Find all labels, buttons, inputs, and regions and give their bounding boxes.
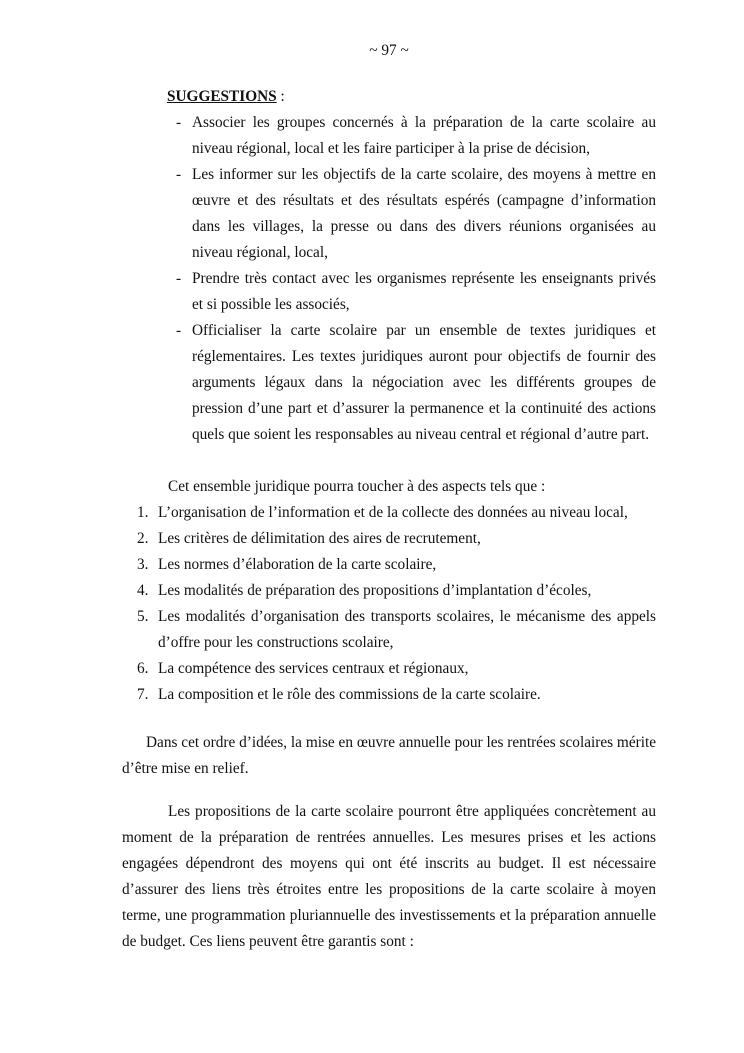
section-heading [167, 84, 656, 110]
list-item [176, 266, 656, 318]
list-number: 6. [137, 660, 149, 677]
page-number: ~ 97 ~ [369, 42, 409, 59]
list-item-text: Associer les groupes concernés à la préparation de la carte scolaire au niveau régional, local et les faire participer à la prise de décision, [192, 114, 656, 157]
list-item-text: Les informer sur les objectifs de la carte scolaire, des moyens à mettre en œuvre et des résultats et des résultats espérés (campagne d’information dans les villages, la presse ou dans des divers réunions organisées au niveau régional, local, [192, 166, 656, 261]
list-item-text: Les normes d’élaboration de la carte scolaire, [158, 556, 437, 573]
dash-marker: - [176, 270, 182, 287]
list-item-text: L’organisation de l’information et de la collecte des données au niveau local, [158, 504, 628, 521]
list-number: 7. [137, 686, 149, 703]
list-number: 4. [137, 582, 149, 599]
numbered-list-item [137, 578, 656, 604]
dash-marker: - [176, 166, 182, 183]
paragraph-propositions: Les propositions de la carte scolaire pourront être appliquées concrètement au moment de la préparation de rentrées annuelles. Les mesures prises et les actions engagées dépendront des moyens qui ont été inscrits au budget. Il est nécessaire d’assurer des liens très étroites entre les propositions de la carte scolaire à moyen terme, une programmation pluriannuelle des investissements et la préparation annuelle de budget. Ces liens peuvent être garantis sont : [122, 803, 656, 950]
dash-marker: - [176, 114, 182, 131]
dash-marker: - [176, 322, 182, 339]
list-item-text: Prendre très contact avec les organismes représente les enseignants privés et si possible les associés, [192, 270, 656, 313]
list-item [176, 110, 656, 162]
section-heading-colon: : [276, 88, 285, 105]
suggestions-list [122, 110, 656, 448]
list-item-text: La composition et le rôle des commissions de la carte scolaire. [158, 686, 541, 703]
paragraph-intro: Cet ensemble juridique pourra toucher à des aspects tels que : [168, 478, 546, 495]
paragraph-mise-en-relief: Dans cet ordre d’idées, la mise en œuvre annuelle pour les rentrées scolaires mérite d’être mise en relief. [122, 734, 656, 777]
list-number: 1. [137, 504, 149, 521]
numbered-list-item [137, 656, 656, 682]
list-item-text: Les critères de délimitation des aires de recrutement, [158, 530, 481, 547]
list-number: 5. [137, 608, 149, 625]
list-item-text: La compétence des services centraux et régionaux, [158, 660, 469, 677]
aspects-list [122, 500, 656, 708]
numbered-list-item [137, 526, 656, 552]
list-item [176, 318, 656, 448]
numbered-list-item [137, 500, 656, 526]
list-number: 3. [137, 556, 149, 573]
section-heading-title: SUGGESTIONS [167, 88, 277, 105]
list-item-text: Les modalités d’organisation des transports scolaires, le mécanisme des appels d’offre pour les constructions scolaire, [158, 608, 656, 651]
list-number: 2. [137, 530, 149, 547]
numbered-list-item [137, 682, 656, 708]
list-item-text: Officialiser la carte scolaire par un ensemble de textes juridiques et réglementaires. Les textes juridiques auront pour objectifs de fournir des arguments légaux dans la négociation avec les différents groupes de pression d’une part et d’assurer la permanence et la continuité des actions quels que soient les responsables au niveau central et régional d’autre part. [192, 322, 656, 443]
list-item-text: Les modalités de préparation des propositions d’implantation d’écoles, [158, 582, 592, 599]
numbered-list-item [137, 604, 656, 656]
list-item [176, 162, 656, 266]
numbered-list-item [137, 552, 656, 578]
